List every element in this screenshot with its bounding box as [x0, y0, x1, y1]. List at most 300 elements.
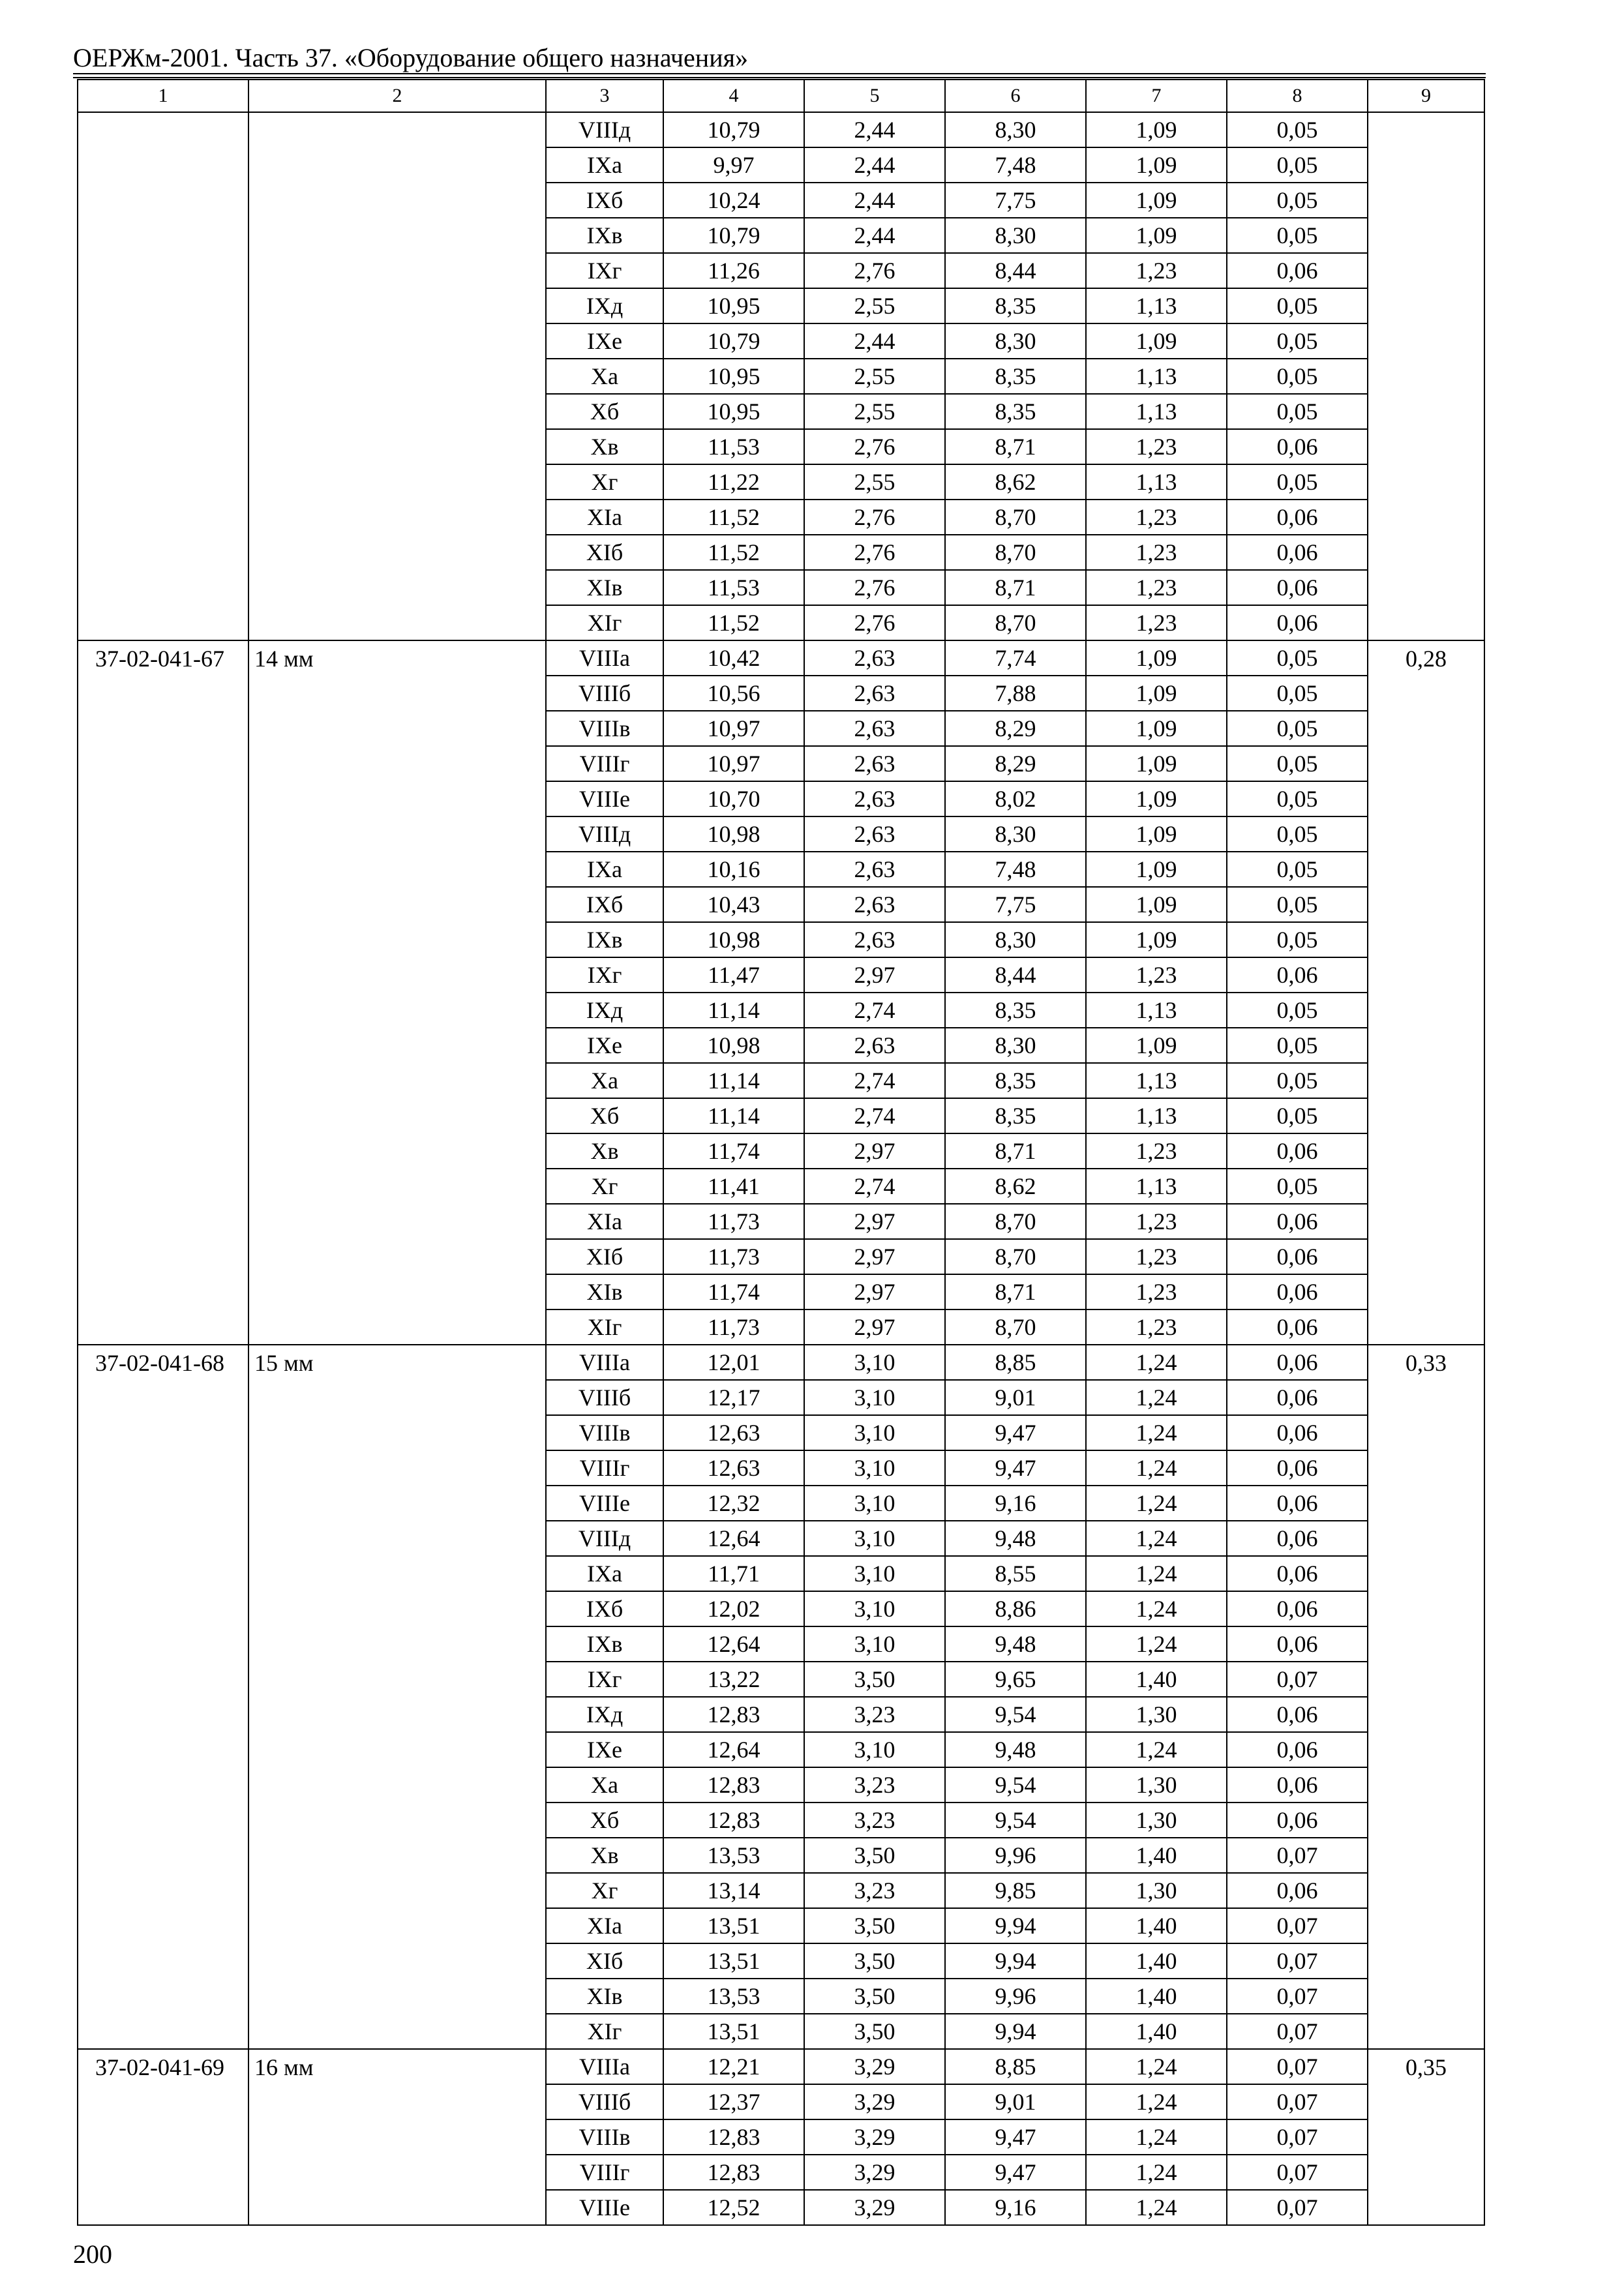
- total-cost-cell: 11,74: [663, 1274, 804, 1309]
- materials-cell: 0,06: [1227, 1803, 1368, 1838]
- norm-code-cell: 37-02-041-68: [78, 1345, 248, 1380]
- norm-name-cell: [248, 781, 546, 816]
- machines-cell: 9,94: [945, 1943, 1086, 1979]
- norm-value9-cell: [1368, 816, 1484, 852]
- norm-code-cell: [78, 1556, 248, 1591]
- norm-code-cell: [78, 1521, 248, 1556]
- materials-cell: 0,05: [1227, 781, 1368, 816]
- wages-cell: 2,97: [804, 1204, 945, 1239]
- norm-code-cell: [78, 1943, 248, 1979]
- machines-cell: 8,70: [945, 1239, 1086, 1274]
- machinist-wages-cell: 1,13: [1086, 464, 1227, 500]
- table-row: [78, 535, 1484, 570]
- norm-class-cell: XIв: [546, 1274, 663, 1309]
- materials-cell: 0,06: [1227, 1556, 1368, 1591]
- norm-value9-cell: [1368, 394, 1484, 429]
- norm-class-cell: VIIIа: [546, 640, 663, 676]
- machines-cell: 9,48: [945, 1626, 1086, 1662]
- machines-cell: 8,35: [945, 288, 1086, 323]
- materials-cell: 0,06: [1227, 535, 1368, 570]
- norm-class-cell: VIIIг: [546, 746, 663, 781]
- total-cost-cell: 11,14: [663, 1098, 804, 1133]
- total-cost-cell: 12,32: [663, 1486, 804, 1521]
- machines-cell: 9,96: [945, 1838, 1086, 1873]
- norm-class-cell: IXа: [546, 147, 663, 183]
- machines-cell: 8,70: [945, 500, 1086, 535]
- norm-class-cell: VIIIб: [546, 676, 663, 711]
- total-cost-cell: 10,43: [663, 887, 804, 922]
- materials-cell: 0,06: [1227, 570, 1368, 605]
- machinist-wages-cell: 1,09: [1086, 112, 1227, 147]
- machines-cell: 8,35: [945, 359, 1086, 394]
- machinist-wages-cell: 1,09: [1086, 640, 1227, 676]
- materials-cell: 0,07: [1227, 2155, 1368, 2190]
- norm-value9-cell: [1368, 2084, 1484, 2119]
- table-row: [78, 1838, 1484, 1873]
- norm-name-cell: [248, 1028, 546, 1063]
- norm-class-cell: XIг: [546, 605, 663, 640]
- norm-value9-cell: [1368, 112, 1484, 147]
- wages-cell: 3,50: [804, 2014, 945, 2049]
- norm-name-cell: [248, 112, 546, 147]
- machinist-wages-cell: 1,40: [1086, 1838, 1227, 1873]
- norm-class-cell: Xв: [546, 1133, 663, 1169]
- norm-value9-cell: [1368, 1028, 1484, 1063]
- wages-cell: 2,55: [804, 394, 945, 429]
- norm-class-cell: IXе: [546, 323, 663, 359]
- wages-cell: 2,74: [804, 993, 945, 1028]
- machines-cell: 9,16: [945, 2190, 1086, 2225]
- norm-name-cell: [248, 1838, 546, 1873]
- wages-cell: 2,74: [804, 1063, 945, 1098]
- norm-code-cell: [78, 993, 248, 1028]
- norm-class-cell: IXд: [546, 1697, 663, 1732]
- norm-value9-cell: [1368, 852, 1484, 887]
- norm-name-cell: [248, 922, 546, 957]
- page-number: 200: [73, 2239, 112, 2269]
- table-row: [78, 218, 1484, 253]
- norm-value9-cell: [1368, 1662, 1484, 1697]
- norm-value9-cell: 0,35: [1368, 2049, 1484, 2084]
- norm-name-cell: [248, 394, 546, 429]
- materials-cell: 0,05: [1227, 147, 1368, 183]
- norm-value9-cell: [1368, 1415, 1484, 1450]
- norm-name-cell: [248, 746, 546, 781]
- materials-cell: 0,07: [1227, 1943, 1368, 1979]
- machines-cell: 7,88: [945, 676, 1086, 711]
- norm-name-cell: [248, 1943, 546, 1979]
- total-cost-cell: 10,98: [663, 1028, 804, 1063]
- norm-name-cell: [248, 500, 546, 535]
- norm-code-cell: [78, 464, 248, 500]
- norm-code-cell: [78, 218, 248, 253]
- header-rule-bottom: [73, 77, 1486, 78]
- table-row: [78, 1415, 1484, 1450]
- table-row: [78, 1133, 1484, 1169]
- wages-cell: 3,29: [804, 2049, 945, 2084]
- table-row: [78, 676, 1484, 711]
- norm-class-cell: XIа: [546, 500, 663, 535]
- wages-cell: 3,29: [804, 2119, 945, 2155]
- table-row: [78, 2155, 1484, 2190]
- wages-cell: 3,10: [804, 1591, 945, 1626]
- norm-code-cell: [78, 676, 248, 711]
- norm-code-cell: [78, 183, 248, 218]
- norm-code-cell: [78, 2119, 248, 2155]
- norm-name-cell: 16 мм: [248, 2049, 546, 2084]
- machines-cell: 8,30: [945, 112, 1086, 147]
- machines-cell: 9,54: [945, 1697, 1086, 1732]
- norm-class-cell: IXб: [546, 183, 663, 218]
- machinist-wages-cell: 1,09: [1086, 781, 1227, 816]
- norm-code-cell: [78, 1767, 248, 1803]
- wages-cell: 2,63: [804, 746, 945, 781]
- total-cost-cell: 11,41: [663, 1169, 804, 1204]
- table-row: [78, 253, 1484, 288]
- table-row: [78, 2084, 1484, 2119]
- machinist-wages-cell: 1,13: [1086, 1169, 1227, 1204]
- norm-code-cell: [78, 1908, 248, 1943]
- total-cost-cell: 11,53: [663, 570, 804, 605]
- wages-cell: 2,97: [804, 1133, 945, 1169]
- table-row: [78, 605, 1484, 640]
- machinist-wages-cell: 1,23: [1086, 253, 1227, 288]
- total-cost-cell: 10,95: [663, 394, 804, 429]
- machinist-wages-cell: 1,23: [1086, 1204, 1227, 1239]
- table-row: [78, 1662, 1484, 1697]
- machinist-wages-cell: 1,09: [1086, 1028, 1227, 1063]
- norm-name-cell: [248, 1662, 546, 1697]
- wages-cell: 3,10: [804, 1345, 945, 1380]
- wages-cell: 3,50: [804, 1979, 945, 2014]
- total-cost-cell: 12,83: [663, 2119, 804, 2155]
- wages-cell: 2,55: [804, 359, 945, 394]
- machinist-wages-cell: 1,09: [1086, 852, 1227, 887]
- machinist-wages-cell: 1,24: [1086, 1415, 1227, 1450]
- table-row: [78, 1380, 1484, 1415]
- wages-cell: 3,29: [804, 2190, 945, 2225]
- machines-cell: 8,30: [945, 816, 1086, 852]
- norm-class-cell: IXе: [546, 1028, 663, 1063]
- norm-value9-cell: [1368, 359, 1484, 394]
- column-number: 3: [546, 80, 663, 112]
- wages-cell: 2,74: [804, 1098, 945, 1133]
- table-row: [78, 323, 1484, 359]
- wages-cell: 3,10: [804, 1380, 945, 1415]
- column-number: 1: [78, 80, 248, 112]
- norm-name-cell: [248, 323, 546, 359]
- total-cost-cell: 10,56: [663, 676, 804, 711]
- table-row: [78, 746, 1484, 781]
- norm-class-cell: VIIIв: [546, 1415, 663, 1450]
- norm-name-cell: [248, 253, 546, 288]
- norm-code-cell: [78, 1626, 248, 1662]
- wages-cell: 3,29: [804, 2155, 945, 2190]
- table-row: [78, 1697, 1484, 1732]
- norm-value9-cell: [1368, 1591, 1484, 1626]
- wages-cell: 3,50: [804, 1662, 945, 1697]
- norm-name-cell: [248, 1063, 546, 1098]
- norm-name-cell: [248, 1908, 546, 1943]
- wages-cell: 2,76: [804, 570, 945, 605]
- wages-cell: 2,63: [804, 922, 945, 957]
- norm-code-cell: [78, 2190, 248, 2225]
- norm-name-cell: 15 мм: [248, 1345, 546, 1380]
- wages-cell: 3,10: [804, 1415, 945, 1450]
- materials-cell: 0,05: [1227, 993, 1368, 1028]
- table-row: [78, 640, 1484, 676]
- materials-cell: 0,06: [1227, 253, 1368, 288]
- norm-class-cell: XIг: [546, 1309, 663, 1345]
- materials-cell: 0,06: [1227, 1309, 1368, 1345]
- machines-cell: 7,75: [945, 887, 1086, 922]
- machines-cell: 8,35: [945, 993, 1086, 1028]
- materials-cell: 0,06: [1227, 500, 1368, 535]
- norm-class-cell: IXв: [546, 1626, 663, 1662]
- norm-class-cell: IXг: [546, 1662, 663, 1697]
- materials-cell: 0,05: [1227, 218, 1368, 253]
- table-row: [78, 1204, 1484, 1239]
- machinist-wages-cell: 1,13: [1086, 359, 1227, 394]
- machines-cell: 8,71: [945, 429, 1086, 464]
- total-cost-cell: 10,70: [663, 781, 804, 816]
- norm-name-cell: [248, 1169, 546, 1204]
- machinist-wages-cell: 1,09: [1086, 711, 1227, 746]
- materials-cell: 0,05: [1227, 288, 1368, 323]
- norm-class-cell: IXб: [546, 887, 663, 922]
- wages-cell: 3,29: [804, 2084, 945, 2119]
- machines-cell: 8,30: [945, 218, 1086, 253]
- materials-cell: 0,06: [1227, 1873, 1368, 1908]
- norm-class-cell: VIIIд: [546, 112, 663, 147]
- total-cost-cell: 11,52: [663, 535, 804, 570]
- column-number: 9: [1368, 80, 1484, 112]
- machinist-wages-cell: 1,09: [1086, 218, 1227, 253]
- machines-cell: 9,16: [945, 1486, 1086, 1521]
- machinist-wages-cell: 1,24: [1086, 2084, 1227, 2119]
- norm-name-cell: [248, 1873, 546, 1908]
- table-row: [78, 922, 1484, 957]
- table-row: [78, 1591, 1484, 1626]
- norm-class-cell: Xг: [546, 1873, 663, 1908]
- total-cost-cell: 12,83: [663, 1767, 804, 1803]
- wages-cell: 2,97: [804, 1274, 945, 1309]
- total-cost-cell: 12,83: [663, 1803, 804, 1838]
- machinist-wages-cell: 1,24: [1086, 1626, 1227, 1662]
- materials-cell: 0,05: [1227, 887, 1368, 922]
- machines-cell: 8,71: [945, 1133, 1086, 1169]
- machinist-wages-cell: 1,23: [1086, 429, 1227, 464]
- norm-class-cell: IXг: [546, 957, 663, 993]
- total-cost-cell: 10,95: [663, 359, 804, 394]
- norm-code-cell: [78, 711, 248, 746]
- materials-cell: 0,06: [1227, 1380, 1368, 1415]
- norm-code-cell: [78, 1486, 248, 1521]
- machinist-wages-cell: 1,09: [1086, 323, 1227, 359]
- norm-name-cell: [248, 464, 546, 500]
- norm-value9-cell: [1368, 1098, 1484, 1133]
- wages-cell: 3,50: [804, 1943, 945, 1979]
- total-cost-cell: 11,22: [663, 464, 804, 500]
- table-row: [78, 1486, 1484, 1521]
- materials-cell: 0,06: [1227, 429, 1368, 464]
- materials-cell: 0,05: [1227, 1063, 1368, 1098]
- norm-code-cell: [78, 253, 248, 288]
- norm-value9-cell: [1368, 1063, 1484, 1098]
- norm-value9-cell: [1368, 2190, 1484, 2225]
- table-row: [78, 993, 1484, 1028]
- total-cost-cell: 11,52: [663, 500, 804, 535]
- norm-value9-cell: [1368, 1979, 1484, 2014]
- total-cost-cell: 11,14: [663, 993, 804, 1028]
- norm-class-cell: Xв: [546, 429, 663, 464]
- wages-cell: 3,10: [804, 1521, 945, 1556]
- column-number-row: [78, 80, 1484, 112]
- norm-class-cell: IXд: [546, 288, 663, 323]
- machinist-wages-cell: 1,24: [1086, 1450, 1227, 1486]
- norm-name-cell: [248, 711, 546, 746]
- norm-name-cell: [248, 1204, 546, 1239]
- norm-code-cell: [78, 1309, 248, 1345]
- materials-cell: 0,05: [1227, 640, 1368, 676]
- machinist-wages-cell: 1,09: [1086, 183, 1227, 218]
- materials-cell: 0,07: [1227, 2014, 1368, 2049]
- total-cost-cell: 12,83: [663, 2155, 804, 2190]
- norm-class-cell: VIIIа: [546, 1345, 663, 1380]
- wages-cell: 2,44: [804, 183, 945, 218]
- norm-value9-cell: [1368, 2119, 1484, 2155]
- norm-name-cell: [248, 1274, 546, 1309]
- norm-class-cell: Xа: [546, 1063, 663, 1098]
- materials-cell: 0,05: [1227, 464, 1368, 500]
- norm-class-cell: XIб: [546, 535, 663, 570]
- norm-class-cell: XIб: [546, 1239, 663, 1274]
- machinist-wages-cell: 1,13: [1086, 1063, 1227, 1098]
- table-row: [78, 2049, 1484, 2084]
- norm-value9-cell: [1368, 1767, 1484, 1803]
- norm-class-cell: VIIIе: [546, 781, 663, 816]
- norm-value9-cell: [1368, 1309, 1484, 1345]
- total-cost-cell: 10,98: [663, 816, 804, 852]
- machines-cell: 9,65: [945, 1662, 1086, 1697]
- machinist-wages-cell: 1,24: [1086, 1345, 1227, 1380]
- machines-cell: 8,35: [945, 1098, 1086, 1133]
- norm-value9-cell: [1368, 1133, 1484, 1169]
- wages-cell: 2,63: [804, 887, 945, 922]
- materials-cell: 0,05: [1227, 816, 1368, 852]
- norm-name-cell: [248, 2155, 546, 2190]
- norm-name-cell: [248, 1239, 546, 1274]
- machinist-wages-cell: 1,24: [1086, 1732, 1227, 1767]
- norm-name-cell: [248, 957, 546, 993]
- norm-name-cell: [248, 1133, 546, 1169]
- materials-cell: 0,06: [1227, 957, 1368, 993]
- machinist-wages-cell: 1,23: [1086, 1133, 1227, 1169]
- total-cost-cell: 13,22: [663, 1662, 804, 1697]
- machinist-wages-cell: 1,13: [1086, 1098, 1227, 1133]
- norm-value9-cell: [1368, 1732, 1484, 1767]
- norm-value9-cell: [1368, 2014, 1484, 2049]
- table-row: [78, 2014, 1484, 2049]
- norm-code-cell: [78, 1873, 248, 1908]
- wages-cell: 2,63: [804, 676, 945, 711]
- norm-value9-cell: [1368, 323, 1484, 359]
- machines-cell: 9,96: [945, 1979, 1086, 2014]
- norm-value9-cell: [1368, 746, 1484, 781]
- table-row: [78, 570, 1484, 605]
- norm-name-cell: [248, 183, 546, 218]
- table-row: [78, 781, 1484, 816]
- norm-value9-cell: [1368, 1838, 1484, 1873]
- materials-cell: 0,05: [1227, 1028, 1368, 1063]
- wages-cell: 3,10: [804, 1486, 945, 1521]
- table-row: [78, 1274, 1484, 1309]
- norm-class-cell: IXг: [546, 253, 663, 288]
- norm-class-cell: VIIIв: [546, 2119, 663, 2155]
- norm-name-cell: [248, 852, 546, 887]
- machines-cell: 7,74: [945, 640, 1086, 676]
- machinist-wages-cell: 1,24: [1086, 1556, 1227, 1591]
- materials-cell: 0,05: [1227, 394, 1368, 429]
- machinist-wages-cell: 1,09: [1086, 922, 1227, 957]
- norm-value9-cell: [1368, 535, 1484, 570]
- norm-value9-cell: [1368, 1626, 1484, 1662]
- total-cost-cell: 12,21: [663, 2049, 804, 2084]
- norm-value9-cell: [1368, 1873, 1484, 1908]
- norm-value9-cell: [1368, 253, 1484, 288]
- materials-cell: 0,05: [1227, 112, 1368, 147]
- wages-cell: 2,76: [804, 500, 945, 535]
- norm-code-cell: [78, 112, 248, 147]
- machinist-wages-cell: 1,40: [1086, 1662, 1227, 1697]
- norm-value9-cell: [1368, 1169, 1484, 1204]
- machines-cell: 8,35: [945, 394, 1086, 429]
- table-row: [78, 112, 1484, 147]
- machines-cell: 8,02: [945, 781, 1086, 816]
- total-cost-cell: 12,52: [663, 2190, 804, 2225]
- norm-value9-cell: [1368, 1204, 1484, 1239]
- total-cost-cell: 10,97: [663, 711, 804, 746]
- norm-value9-cell: [1368, 464, 1484, 500]
- wages-cell: 3,23: [804, 1803, 945, 1838]
- total-cost-cell: 12,83: [663, 1697, 804, 1732]
- norm-code-cell: [78, 1239, 248, 1274]
- norm-class-cell: VIIIб: [546, 2084, 663, 2119]
- norm-value9-cell: [1368, 147, 1484, 183]
- norm-class-cell: VIIIд: [546, 816, 663, 852]
- materials-cell: 0,06: [1227, 1732, 1368, 1767]
- norm-value9-cell: [1368, 2155, 1484, 2190]
- norm-class-cell: VIIIд: [546, 1521, 663, 1556]
- wages-cell: 3,10: [804, 1732, 945, 1767]
- table-body: [78, 112, 1484, 2225]
- norm-class-cell: IXа: [546, 852, 663, 887]
- norm-name-cell: [248, 1415, 546, 1450]
- norm-name-cell: [248, 1521, 546, 1556]
- norm-name-cell: [248, 1450, 546, 1486]
- norm-code-cell: [78, 1204, 248, 1239]
- total-cost-cell: 10,97: [663, 746, 804, 781]
- table-row: [78, 429, 1484, 464]
- norm-class-cell: Xг: [546, 464, 663, 500]
- total-cost-cell: 12,02: [663, 1591, 804, 1626]
- machinist-wages-cell: 1,40: [1086, 1943, 1227, 1979]
- norm-name-cell: [248, 218, 546, 253]
- total-cost-cell: 12,17: [663, 1380, 804, 1415]
- norm-class-cell: VIIIг: [546, 1450, 663, 1486]
- norm-value9-cell: [1368, 993, 1484, 1028]
- wages-cell: 3,23: [804, 1697, 945, 1732]
